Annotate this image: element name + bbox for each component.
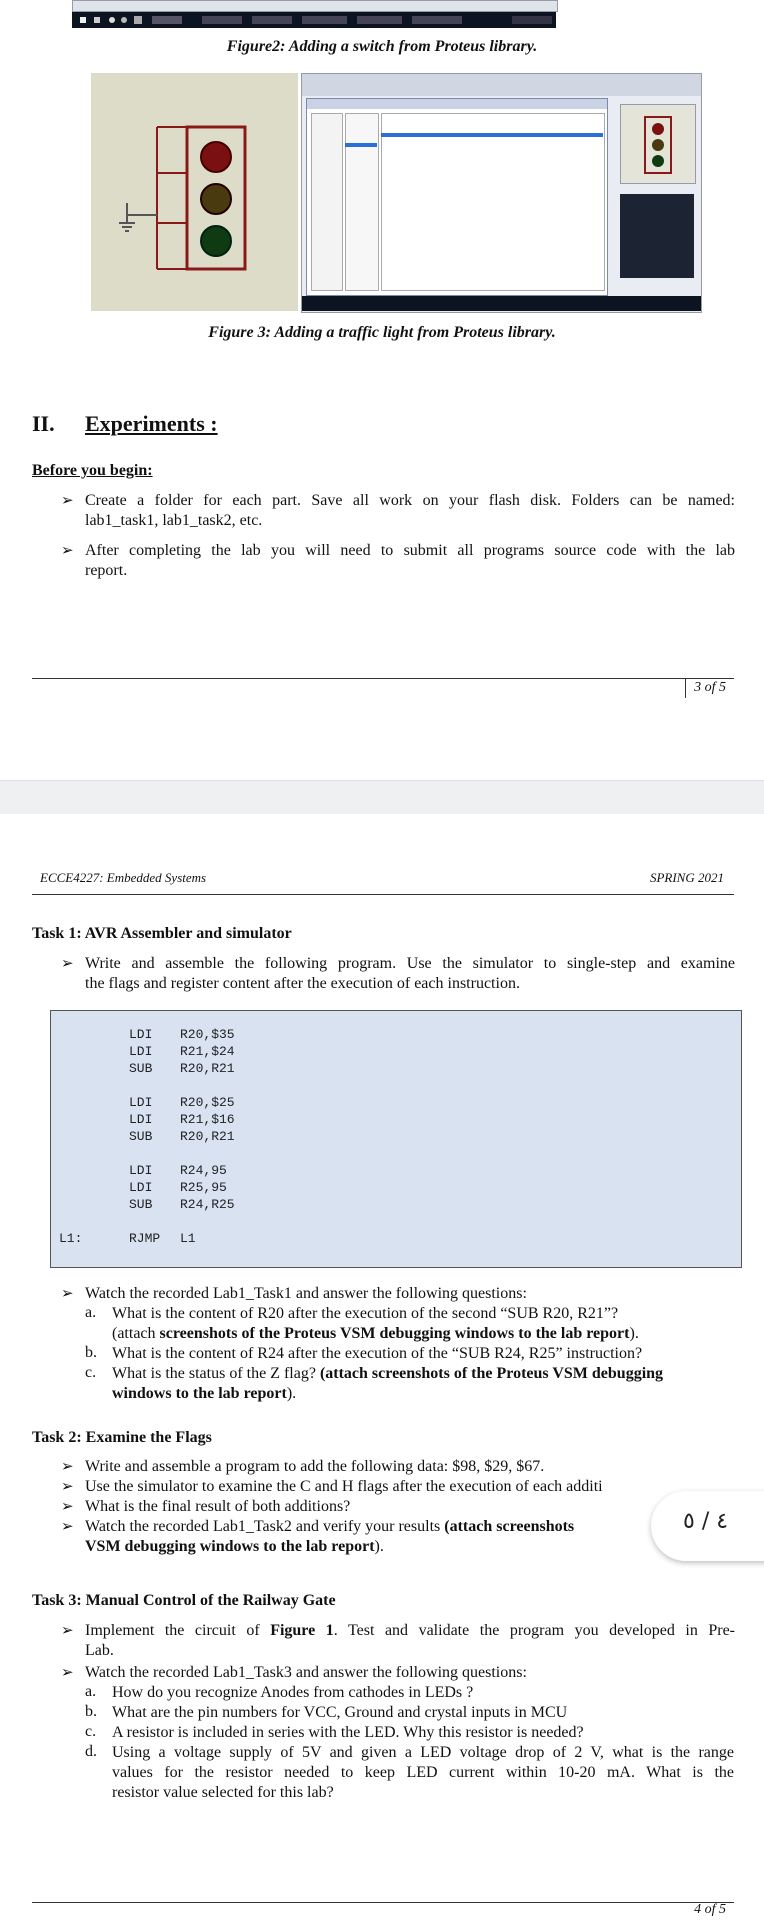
task3-qd-line1: Using a voltage supply of 5V and given a LED voltage drop of 2 V, what is the range: [112, 1744, 734, 1761]
header-rule: [32, 894, 734, 895]
traffic-light-preview-icon: [621, 105, 695, 183]
item-letter: a.: [85, 1683, 97, 1700]
page-number: 3 of 5: [694, 680, 726, 695]
task2-item-4-line2: VSM debugging windows to the lab report).: [85, 1538, 384, 1555]
code-op: RJMP: [129, 1231, 161, 1246]
footer-rule: [32, 1902, 734, 1903]
task1-qa-line1: What is the content of R20 after the execution of the second “SUB R20, R21”?: [112, 1305, 619, 1322]
code-op: LDI: [129, 1095, 153, 1110]
header-course: ECCE4227: Embedded Systems: [40, 870, 207, 885]
before-heading: Before you begin:: [32, 462, 153, 479]
code-op: LDI: [129, 1180, 153, 1195]
code-arg: R25,95: [180, 1180, 227, 1195]
figure2-screenshot-bottom: [72, 0, 558, 12]
before-item-2-line1: After completing the lab you will need to submit all programs source code with the lab: [85, 542, 735, 559]
task2-item-3: What is the final result of both additions?: [85, 1498, 351, 1515]
before-item-1-line1: Create a folder for each part. Save all work on your flash disk. Folders can be named:: [85, 492, 735, 509]
task3-impl-line2: Lab.: [85, 1642, 114, 1659]
code-arg: R24,95: [180, 1163, 227, 1178]
header-term: SPRING 2021: [649, 870, 724, 885]
task1-qc-line1: What is the status of the Z flag? (attach screenshots of the Proteus VSM debugging: [112, 1365, 664, 1382]
task2-item-2: Use the simulator to examine the C and H flags after the execution of each additi: [85, 1478, 603, 1495]
footer-rule: [32, 678, 734, 679]
task1-qb: What is the content of R24 after the execution of the “SUB R24, R25” instruction?: [112, 1345, 643, 1362]
task3-qd-line2: values for the resistor needed to keep LED current within 10-20 mA. What is the: [112, 1764, 734, 1781]
proteus-taskbar: [302, 296, 701, 311]
code-op: LDI: [129, 1027, 153, 1042]
bullet-icon: ➢: [61, 1519, 74, 1535]
page-separator: [0, 780, 764, 815]
code-arg: R20,R21: [180, 1061, 235, 1076]
bullet-icon: ➢: [61, 1286, 74, 1302]
figure2-caption: Figure2: Adding a switch from Proteus library.: [226, 38, 538, 55]
code-arg: R20,$35: [180, 1027, 235, 1042]
bullet-icon: ➢: [61, 493, 74, 509]
item-letter: c.: [85, 1364, 97, 1381]
code-arg: R20,$25: [180, 1095, 235, 1110]
proteus-toolbar: [302, 74, 701, 96]
page-3: [0, 0, 764, 780]
code-op: SUB: [129, 1129, 153, 1144]
task2-title: Task 2: Examine the Flags: [32, 1429, 212, 1446]
page-number: 4 of 5: [694, 1902, 726, 1917]
code-arg: R21,$24: [180, 1044, 235, 1059]
code-op: LDI: [129, 1044, 153, 1059]
task1-qa-line2: (attach screenshots of the Proteus VSM debugging windows to the lab report).: [112, 1325, 639, 1342]
bullet-icon: ➢: [61, 1459, 74, 1475]
code-arg: L1: [180, 1231, 196, 1246]
figure3-caption: Figure 3: Adding a traffic light from Proteus library.: [208, 324, 556, 341]
task3-qa: How do you recognize Anodes from cathodes in LEDs ?: [112, 1684, 474, 1701]
code-op: LDI: [129, 1112, 153, 1127]
proteus-preview: [620, 104, 696, 184]
item-letter: d.: [85, 1743, 97, 1760]
task3-impl-line1: Implement the circuit of Figure 1. Test and validate the program you developed in Pre-: [85, 1622, 736, 1639]
item-letter: a.: [85, 1304, 97, 1321]
task3-qd-line3: resistor value selected for this lab?: [112, 1784, 334, 1801]
page-counter-bubble[interactable]: [651, 1491, 764, 1561]
proteus-pcb-preview: [620, 194, 694, 278]
code-block: [50, 1010, 742, 1268]
task3-qb: What are the pin numbers for VCC, Ground and crystal inputs in MCU: [112, 1704, 568, 1721]
task2-item-4-line1: Watch the recorded Lab1_Task2 and verify your results (attach screenshots: [85, 1518, 575, 1535]
code-arg: R21,$16: [180, 1112, 235, 1127]
code-arg: R20,R21: [180, 1129, 235, 1144]
code-op: LDI: [129, 1163, 153, 1178]
section-number: II.: [32, 411, 55, 436]
task1-qc-line2: windows to the lab report).: [112, 1385, 297, 1402]
task1-intro-line2: the flags and register content after the execution of each instruction.: [85, 975, 520, 992]
bullet-icon: ➢: [61, 956, 74, 972]
bullet-icon: ➢: [61, 1499, 74, 1515]
task1-title: Task 1: AVR Assembler and simulator: [32, 925, 292, 942]
task3-title: Task 3: Manual Control of the Railway Gate: [32, 1592, 336, 1609]
task1-watch: Watch the recorded Lab1_Task1 and answer the following questions:: [85, 1285, 527, 1302]
proteus-dialog: [306, 98, 608, 296]
figure3-proteus-window: [301, 73, 702, 313]
bullet-icon: ➢: [61, 1623, 74, 1639]
code-op: SUB: [129, 1197, 153, 1212]
item-letter: b.: [85, 1703, 97, 1720]
code-op: SUB: [129, 1061, 153, 1076]
task2-item-1: Write and assemble a program to add the following data: $98, $29, $67.: [85, 1458, 545, 1475]
code-label: L1:: [59, 1231, 83, 1246]
bullet-icon: ➢: [61, 1665, 74, 1681]
task3-qc: A resistor is included in series with the LED. Why this resistor is needed?: [112, 1724, 584, 1741]
before-item-2-line2: report.: [85, 562, 128, 579]
task1-intro-line1: Write and assemble the following program. Use the simulator to single-step and examine: [85, 955, 735, 972]
bullet-icon: ➢: [61, 543, 74, 559]
figure3-schematic: [91, 73, 298, 311]
figure2-taskbar: [72, 12, 556, 28]
taskbar-icons: [72, 12, 556, 28]
page-counter-text: ٤ / ٥: [683, 1509, 729, 1534]
code-arg: R24,R25: [180, 1197, 235, 1212]
item-letter: b.: [85, 1344, 97, 1361]
item-letter: c.: [85, 1723, 97, 1740]
bullet-icon: ➢: [61, 1479, 74, 1495]
traffic-light-icon: [91, 73, 298, 311]
section-title: Experiments :: [85, 411, 218, 436]
task3-watch: Watch the recorded Lab1_Task3 and answer the following questions:: [85, 1664, 527, 1681]
before-item-1-line2: lab1_task1, lab1_task2, etc.: [85, 512, 263, 529]
